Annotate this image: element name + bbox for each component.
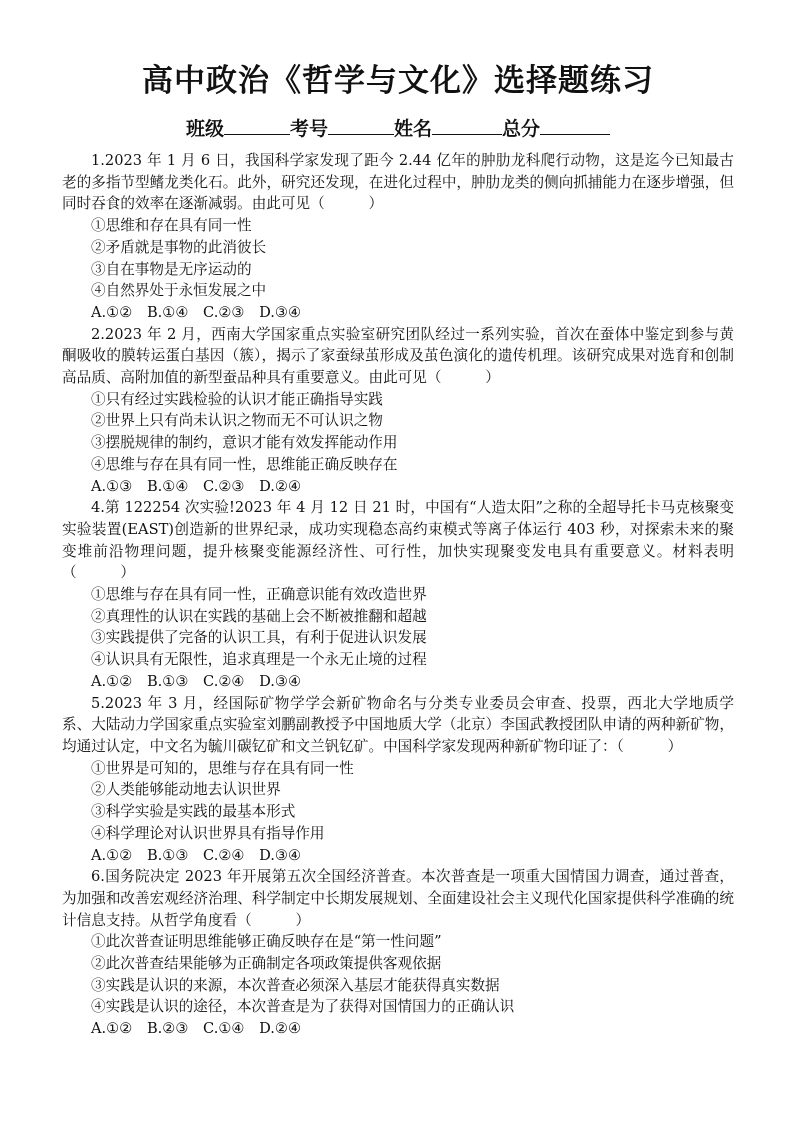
- question-block: [62, 324, 734, 498]
- option-statement: ③自在事物是无序运动的: [91, 260, 252, 278]
- option-statement: ①思维和存在具有同一性: [91, 217, 252, 235]
- option-statement: ④自然界处于永恒发展之中: [91, 282, 267, 300]
- page-title: 高中政治《哲学与文化》选择题练习: [142, 63, 654, 99]
- answer-choices: A.①② B.①③ C.②④ D.③④: [91, 846, 302, 864]
- option-statement: ①只有经过实践检验的认识才能正确指导实践: [91, 390, 383, 408]
- option-statement: ①此次普查证明思维能够正确反映存在是“第一性问题”: [91, 933, 442, 951]
- question-stem: 4.第 122254 次实验!2023 年 4 月 12 日 21 时，中国有“人造太阳”之称的全超导托卡马克核聚变实验装置(EAST)创造新的世界纪录，成功实现稳态高约束模式等离子体运行 403 秒，对探索未来的聚变堆前沿物理问题，提升核聚变能源经济性、可行性，加快实现聚变发电具有重要意义。材料表明（ ）: [62, 499, 734, 582]
- option-statement: ①思维与存在具有同一性，正确意识能有效改造世界: [91, 586, 427, 604]
- answer-choices: A.①② B.①④ C.②③ D.③④: [91, 303, 302, 321]
- score-blank[interactable]: [540, 116, 610, 135]
- option-statement: ①世界是可知的，思维与存在具有同一性: [91, 759, 354, 777]
- class-blank[interactable]: [224, 116, 290, 135]
- question-stem: 6.国务院决定 2023 年开展第五次全国经济普查。本次普查是一项重大国情国力调查，通过普查，为加强和改善宏观经济治理、科学制定中长期发展规划、全面建设社会主义现代化国家提供科学准确的统计信息支持。从哲学角度看（ ）: [62, 868, 734, 929]
- question-block: [62, 150, 734, 324]
- name-label: 姓名: [394, 118, 433, 140]
- score-field: [502, 116, 610, 142]
- question-block: [62, 693, 734, 867]
- question-block: [62, 497, 734, 692]
- answer-choices: A.①② B.②③ C.①④ D.②④: [91, 1020, 302, 1038]
- option-statement: ②矛盾就是事物的此消彼长: [91, 238, 267, 256]
- option-statement: ③实践提供了完备的认识工具，有利于促进认识发展: [91, 629, 427, 647]
- exam-no-blank[interactable]: [328, 116, 394, 135]
- question-stem: 5.2023 年 3 月，经国际矿物学学会新矿物命名与分类专业委员会审查、投票，西北大学地质学系、大陆动力学国家重点实验室刘鹏副教授予中国地质大学（北京）李国武教授团队申请的两种新矿物，均通过认定，中文名为毓川碳钇矿和文兰钒钇矿。中国科学家发现两种新矿物印证了：（ ）: [62, 694, 734, 755]
- answer-choices: A.①② B.①③ C.②④ D.③④: [91, 672, 302, 690]
- name-field: [394, 116, 502, 142]
- option-statement: ③摆脱规律的制约，意识才能有效发挥能动作用: [91, 434, 398, 452]
- answer-choices: A.①③ B.①④ C.②③ D.②④: [91, 477, 302, 495]
- exam-no-field: [290, 116, 394, 142]
- class-field: [186, 116, 290, 142]
- option-statement: ③实践是认识的来源，本次普查必须深入基层才能获得真实数据: [91, 976, 500, 994]
- worksheet-page: [62, 60, 734, 1040]
- question-stem: 1.2023 年 1 月 6 日，我国科学家发现了距今 2.44 亿年的肿肋龙科爬行动物，这是迄今已知最古老的多指节型鳍龙类化石。此外，研究还发现，在进化过程中，肿肋龙类的侧向抓捕能力在逐步增强，但同时吞食的效率在逐渐减弱。由此可见（ ）: [62, 152, 734, 213]
- option-statement: ④认识具有无限性，追求真理是一个永无止境的过程: [91, 651, 427, 669]
- option-statement: ②此次普查结果能够为正确制定各项政策提供客观依据: [91, 955, 442, 973]
- option-statement: ④科学理论对认识世界具有指导作用: [91, 824, 325, 842]
- question-stem: 2.2023 年 2 月，西南大学国家重点实验室研究团队经过一系列实验，首次在蚕体中鉴定到参与黄酮吸收的膜转运蛋白基因（簇），揭示了家蚕绿茧形成及茧色演化的遗传机理。该研究成果对选育和创制高品质、高附加值的新型蚕品种具有重要意义。由此可见（ ）: [62, 325, 734, 387]
- student-info-line: [62, 116, 734, 142]
- name-blank[interactable]: [432, 116, 502, 135]
- option-statement: ④思维与存在具有同一性，思维能正确反映存在: [91, 455, 398, 473]
- option-statement: ②真理性的认识在实践的基础上会不断被推翻和超越: [91, 607, 427, 625]
- score-label: 总分: [502, 118, 541, 140]
- option-statement: ④实践是认识的途径，本次普查是为了获得对国情国力的正确认识: [91, 998, 515, 1016]
- option-statement: ②人类能够能动地去认识世界: [91, 781, 281, 799]
- class-label: 班级: [185, 118, 224, 140]
- exam-no-label: 考号: [289, 118, 328, 140]
- option-statement: ②世界上只有尚未认识之物而无不可认识之物: [91, 412, 383, 430]
- option-statement: ③科学实验是实践的最基本形式: [91, 803, 296, 821]
- question-block: [62, 866, 734, 1040]
